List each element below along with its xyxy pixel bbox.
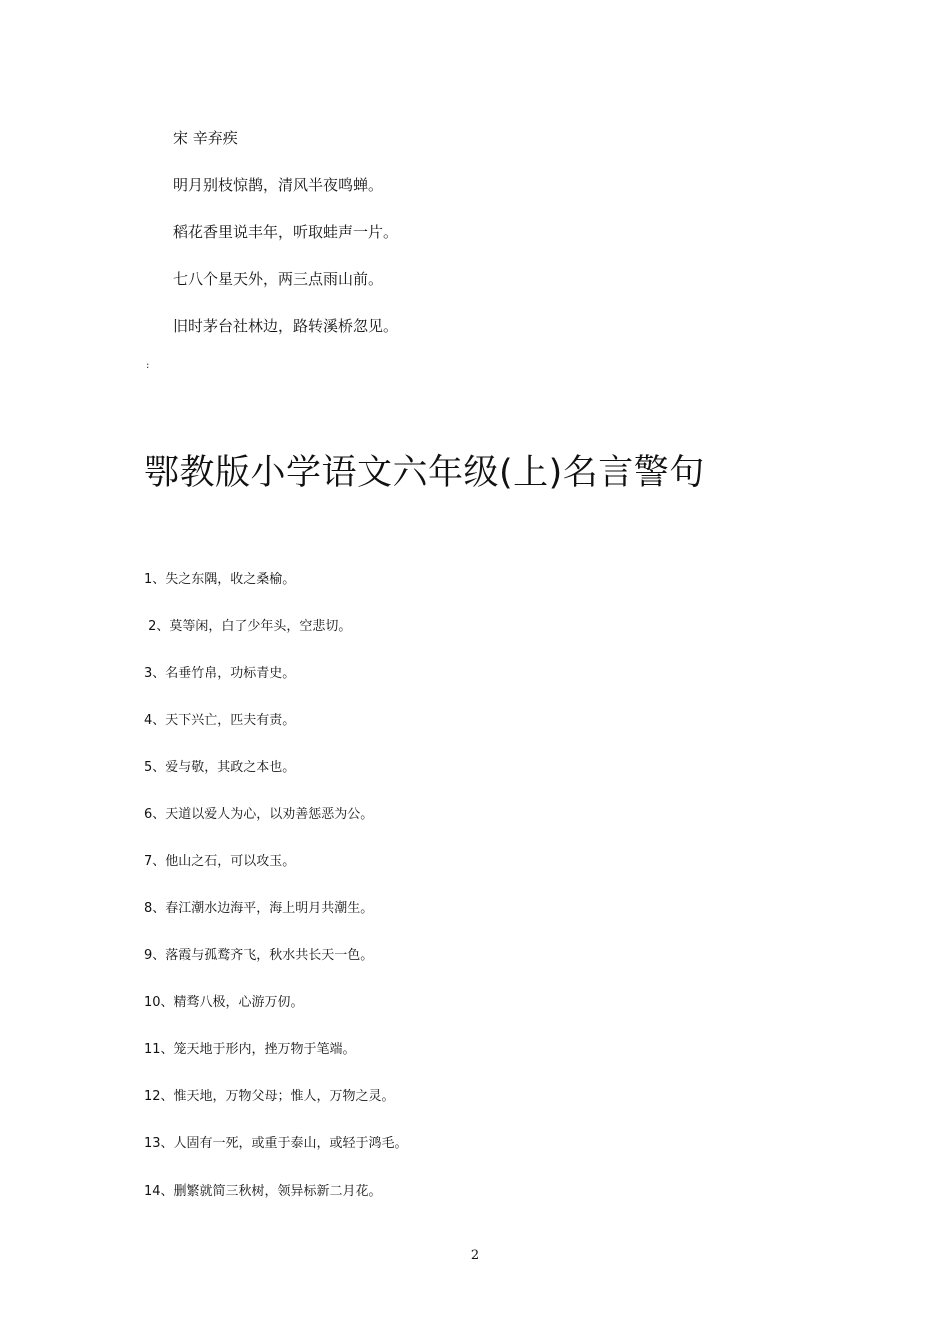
quote-text: 、惟天地，万物父母；惟人，万物之灵。	[160, 1089, 395, 1104]
quote-item	[144, 1182, 382, 1202]
quote-item	[144, 617, 351, 637]
quote-number: 9	[144, 948, 153, 963]
page-number: 2	[470, 1248, 480, 1263]
quote-number: 3	[144, 666, 153, 681]
quote-text: 、名垂竹帛，功标青史。	[152, 666, 296, 681]
quote-number: 4	[144, 713, 153, 728]
quote-number: 8	[144, 901, 153, 916]
quote-number: 14	[144, 1184, 161, 1199]
quote-text: 、人固有一死，或重于泰山，或轻于鸿毛。	[160, 1136, 408, 1151]
quote-text: 、精骛八极，心游万仞。	[160, 995, 304, 1010]
poem-author: 宋 辛弃疾	[173, 129, 238, 147]
quote-number: 10	[144, 995, 161, 1010]
quote-text: 、爱与敬，其政之本也。	[152, 760, 296, 775]
quote-text: 、莫等闲，白了少年头，空悲切。	[156, 619, 352, 634]
quote-number: 7	[144, 854, 153, 869]
quote-item	[144, 664, 295, 684]
quote-text: 、春江潮水边海平，海上明月共潮生。	[152, 901, 374, 916]
quote-text: 、他山之石，可以攻玉。	[152, 854, 296, 869]
quote-item	[144, 899, 373, 919]
poem-line: 明月别枝惊鹊，清风半夜鸣蝉。	[173, 176, 384, 194]
quote-item	[144, 993, 304, 1013]
quote-item	[144, 570, 295, 590]
quote-item	[144, 1040, 356, 1060]
quote-item	[144, 1087, 395, 1107]
poem-line: 稻花香里说丰年，听取蛙声一片。	[173, 223, 399, 241]
quote-number: 13	[144, 1136, 161, 1151]
quote-text: 、天道以爱人为心，以劝善惩恶为公。	[152, 807, 374, 822]
quote-item	[144, 805, 373, 825]
quote-item	[144, 946, 373, 966]
quote-number: 2	[144, 619, 157, 634]
quote-number: 11	[144, 1042, 161, 1057]
quote-text: 、天下兴亡，匹夫有责。	[152, 713, 296, 728]
quote-text: 、删繁就简三秋树，领异标新二月花。	[160, 1184, 382, 1199]
quote-item	[144, 1134, 408, 1154]
quote-item	[144, 758, 295, 778]
quote-number: 6	[144, 807, 153, 822]
quote-text: 、落霞与孤鹜齐飞，秋水共长天一色。	[152, 948, 374, 963]
quote-text: 、失之东隅，收之桑榆。	[152, 572, 296, 587]
quote-number: 5	[144, 760, 153, 775]
quote-item	[144, 852, 295, 872]
quote-text: 、笼天地于形内，挫万物于笔端。	[160, 1042, 356, 1057]
poem-line: 旧时茅台社林边，路转溪桥忽见。	[173, 317, 399, 335]
section-title: 鄂教版小学语文六年级(上)名言警句	[144, 453, 705, 493]
poem-line: 七八个星天外，两三点雨山前。	[173, 270, 384, 288]
quote-number: 1	[144, 572, 153, 587]
separator-mark: :	[146, 360, 150, 371]
quote-item	[144, 711, 295, 731]
quote-number: 12	[144, 1089, 161, 1104]
